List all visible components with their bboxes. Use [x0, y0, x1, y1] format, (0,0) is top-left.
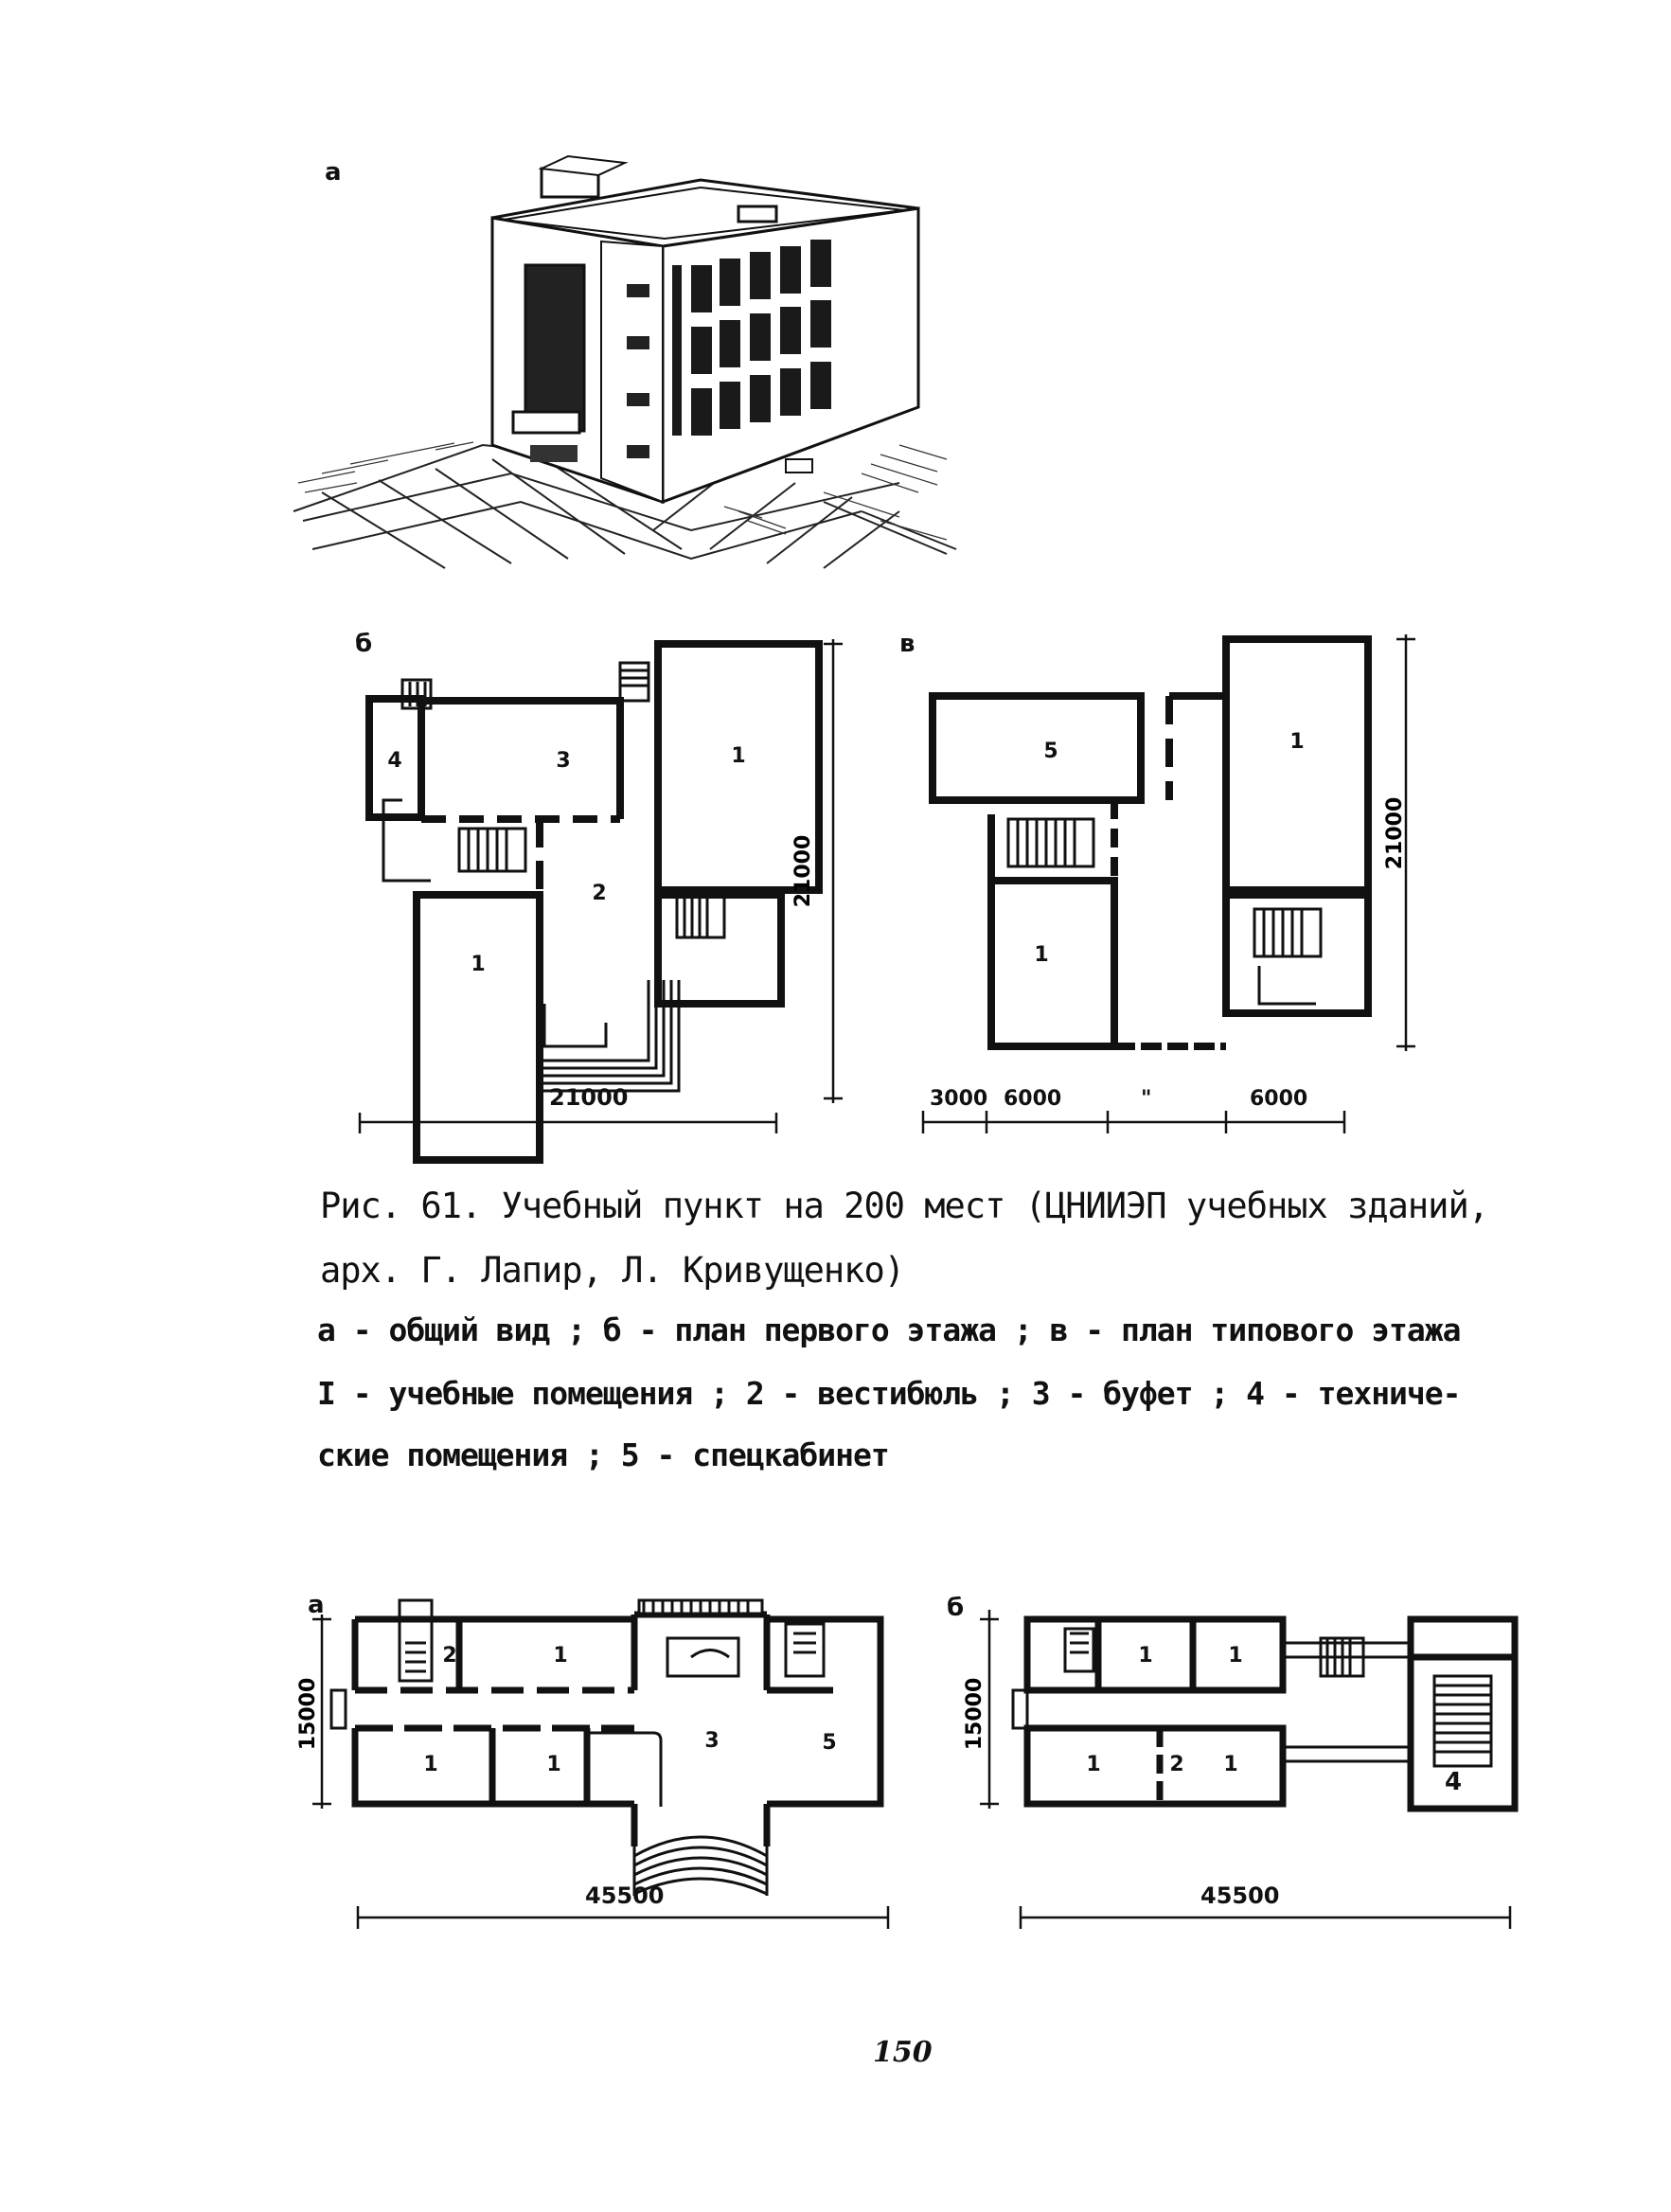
fig62a-room-1c: 1 — [546, 1753, 561, 1776]
page-number: 150 — [873, 2036, 933, 2069]
fig62a-room-2: 2 — [442, 1644, 457, 1668]
view-a-letter: а — [325, 158, 342, 187]
fig62a-room-5: 5 — [822, 1731, 837, 1755]
fig62b-room-4: 4 — [1444, 1768, 1463, 1796]
plan-first-floor — [336, 625, 866, 1136]
plan-b-room-1b: 1 — [471, 953, 486, 976]
fig62-plan-b — [956, 1600, 1524, 1913]
fig62b-room-1c: 1 — [1086, 1753, 1101, 1776]
plan-b-letter: б — [355, 630, 373, 658]
fig62b-room-1a: 1 — [1138, 1644, 1153, 1668]
figure-61-legend-line3: ские помещения ; 5 - спецкабинет — [317, 1436, 889, 1473]
plan-v-room-5: 5 — [1043, 740, 1058, 763]
fig62b-dim-height: 15000 — [963, 1677, 987, 1751]
plan-v-dim-2: 6000 — [1004, 1087, 1062, 1111]
fig62-plan-a-letter: а — [308, 1591, 325, 1619]
fig62a-room-1b: 1 — [423, 1753, 438, 1776]
figure-61-caption-line2: арх. Г. Лапир, Л. Кривущенко) — [320, 1250, 905, 1291]
fig62a-room-3: 3 — [704, 1729, 720, 1753]
fig62-plan-b-letter: б — [947, 1594, 965, 1622]
plan-b-dim-width: 21000 — [549, 1084, 629, 1111]
fig62a-room-1a: 1 — [553, 1644, 568, 1668]
fig62b-room-1b: 1 — [1228, 1644, 1243, 1668]
fig62b-dim-width: 45500 — [1200, 1882, 1280, 1909]
plan-v-room-1b: 1 — [1034, 943, 1049, 967]
plan-b-room-3: 3 — [556, 749, 571, 773]
plan-v-dim-1: 3000 — [930, 1087, 988, 1111]
plan-b-room-2: 2 — [592, 882, 607, 905]
plan-v-room-1a: 1 — [1289, 730, 1305, 754]
fig62a-dim-height: 15000 — [296, 1677, 320, 1751]
plan-b-room-4: 4 — [387, 749, 402, 773]
fig62a-dim-width: 45500 — [585, 1882, 665, 1909]
figure-61-caption-line1: Рис. 61. Учебный пункт на 200 мест (ЦНИИЭП учебных зданий, — [320, 1186, 1489, 1226]
plan-v-letter: в — [899, 630, 915, 658]
plan-typical-floor — [918, 625, 1430, 1155]
fig62b-room-1d: 1 — [1223, 1753, 1238, 1776]
plan-b-dim-height: 21000 — [791, 834, 815, 908]
figure-61-legend-line2: I - учебные помещения ; 2 - вестибюль ; 3 - буфет ; 4 - техниче- — [317, 1375, 1461, 1412]
building-perspective-drawing — [293, 133, 975, 578]
figure-61-legend-line1: а - общий вид ; б - план первого этажа ; в - план типового этажа — [317, 1311, 1461, 1348]
plan-b-room-1a: 1 — [731, 744, 746, 768]
plan-v-dim-3: " — [1141, 1087, 1152, 1111]
plan-v-dim-height: 21000 — [1383, 796, 1407, 870]
fig62-plan-a — [296, 1600, 909, 1922]
plan-v-dim-4: 6000 — [1250, 1087, 1308, 1111]
fig62b-room-2: 2 — [1169, 1753, 1184, 1776]
